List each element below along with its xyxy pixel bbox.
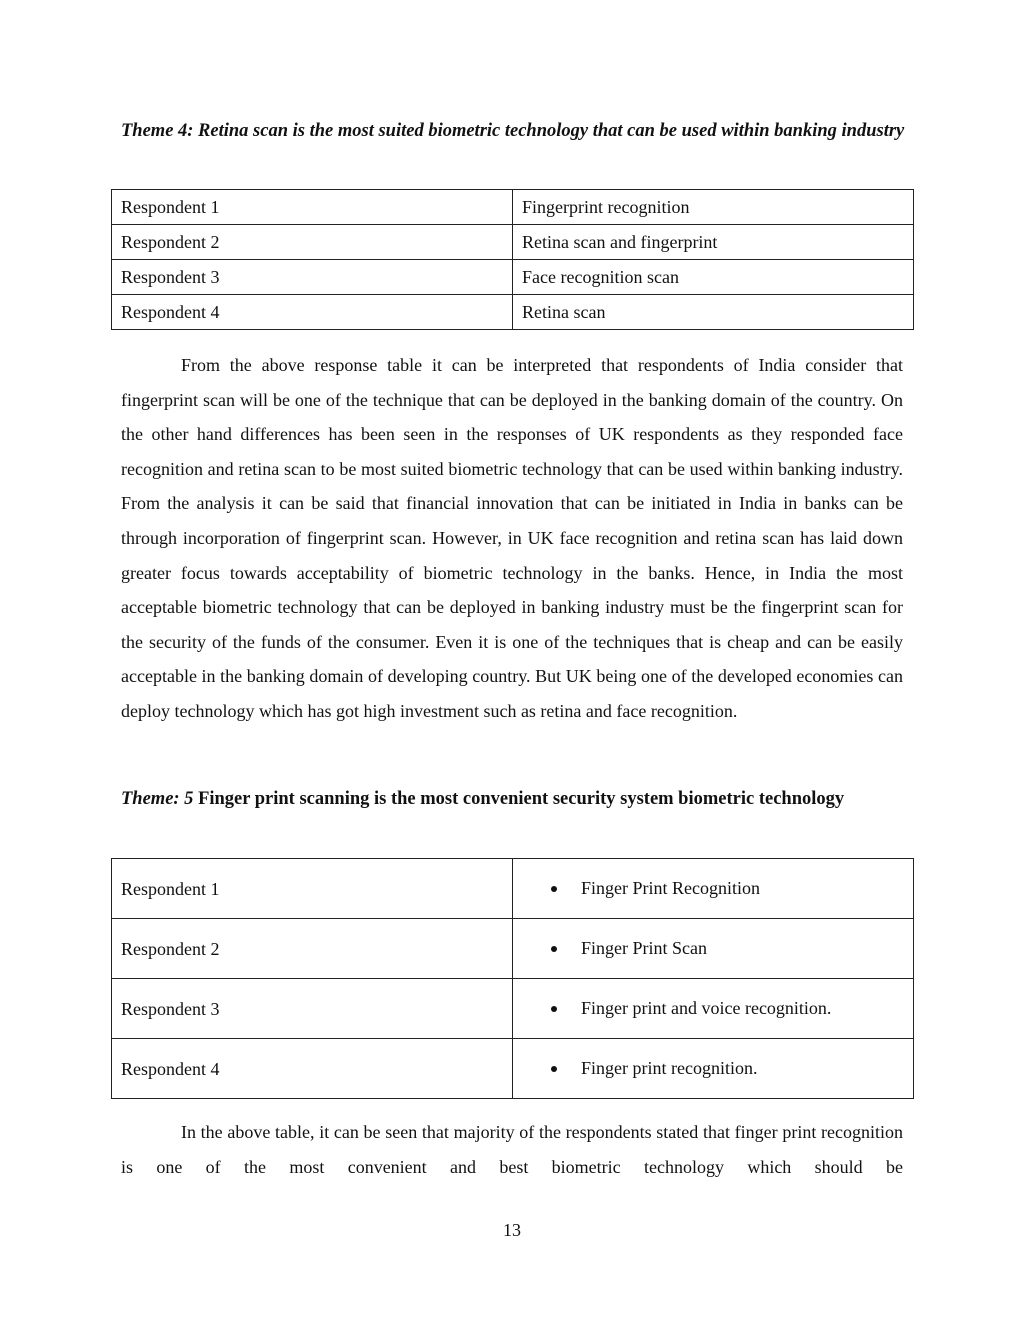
response-cell xyxy=(513,979,914,1039)
response-cell: Retina scan and fingerprint xyxy=(513,225,914,260)
theme-5-response-table xyxy=(111,858,914,1099)
table-row xyxy=(112,260,914,295)
respondent-cell: Respondent 3 xyxy=(112,979,513,1039)
paragraph-text: In the above table, it can be seen that majority of the respondents stated that finger print recognition is one of the most convenient and best biometric technology which should be xyxy=(121,1122,903,1177)
response-cell: Face recognition scan xyxy=(513,260,914,295)
theme-title: Finger print scanning is the most convenient security system biometric technology xyxy=(198,789,845,809)
theme-4-heading: Theme 4: Retina scan is the most suited biometric technology that can be used within banking industry xyxy=(121,121,905,141)
theme-5-heading xyxy=(121,782,905,817)
response-cell: Fingerprint recognition xyxy=(513,190,914,225)
table-row xyxy=(112,225,914,260)
response-cell xyxy=(513,919,914,979)
response-text: Finger print recognition. xyxy=(581,1058,758,1078)
respondent-cell: Respondent 1 xyxy=(112,190,513,225)
respondent-cell: Respondent 2 xyxy=(112,919,513,979)
response-cell xyxy=(513,1039,914,1099)
bullet-icon xyxy=(551,1006,557,1012)
analysis-paragraph-1 xyxy=(121,348,903,729)
response-cell xyxy=(513,859,914,919)
respondent-cell: Respondent 1 xyxy=(112,859,513,919)
bullet-icon xyxy=(551,1066,557,1072)
table-row xyxy=(112,859,914,919)
response-text: Finger Print Scan xyxy=(581,938,707,958)
analysis-paragraph-2 xyxy=(121,1115,903,1184)
response-text: Finger Print Recognition xyxy=(581,878,760,898)
bullet-icon xyxy=(551,886,557,892)
table-row xyxy=(112,1039,914,1099)
theme-prefix: Theme: 5 xyxy=(121,789,194,809)
response-text: Finger print and voice recognition. xyxy=(581,998,832,1018)
page-number: 13 xyxy=(503,1220,521,1240)
respondent-cell: Respondent 4 xyxy=(112,295,513,330)
bullet-icon xyxy=(551,946,557,952)
respondent-cell: Respondent 3 xyxy=(112,260,513,295)
table-row xyxy=(112,295,914,330)
response-cell: Retina scan xyxy=(513,295,914,330)
theme-4-response-table xyxy=(111,189,914,330)
paragraph-text: From the above response table it can be interpreted that respondents of India consider that fingerprint scan will be one of the technique that can be deployed in the banking domain of the country. On the other hand differences has been seen in the responses of UK respondents as they responded face recognition and retina scan to be most suited biometric technology that can be used within banking industry. From the analysis it can be said that financial innovation that can be initiated in India in banks can be through incorporation of fingerprint scan. However, in UK face recognition and retina scan has laid down greater focus towards acceptability of biometric technology in the banks. Hence, in India the most acceptable biometric technology that can be deployed in banking industry must be the fingerprint scan for the security of the funds of the consumer. Even it is one of the techniques that is cheap and can be easily acceptable in the banking domain of developing country. But UK being one of the developed economies can deploy technology which has got high investment such as retina and face recognition. xyxy=(121,355,903,721)
table-row xyxy=(112,190,914,225)
respondent-cell: Respondent 4 xyxy=(112,1039,513,1099)
respondent-cell: Respondent 2 xyxy=(112,225,513,260)
table-row xyxy=(112,979,914,1039)
table-row xyxy=(112,919,914,979)
